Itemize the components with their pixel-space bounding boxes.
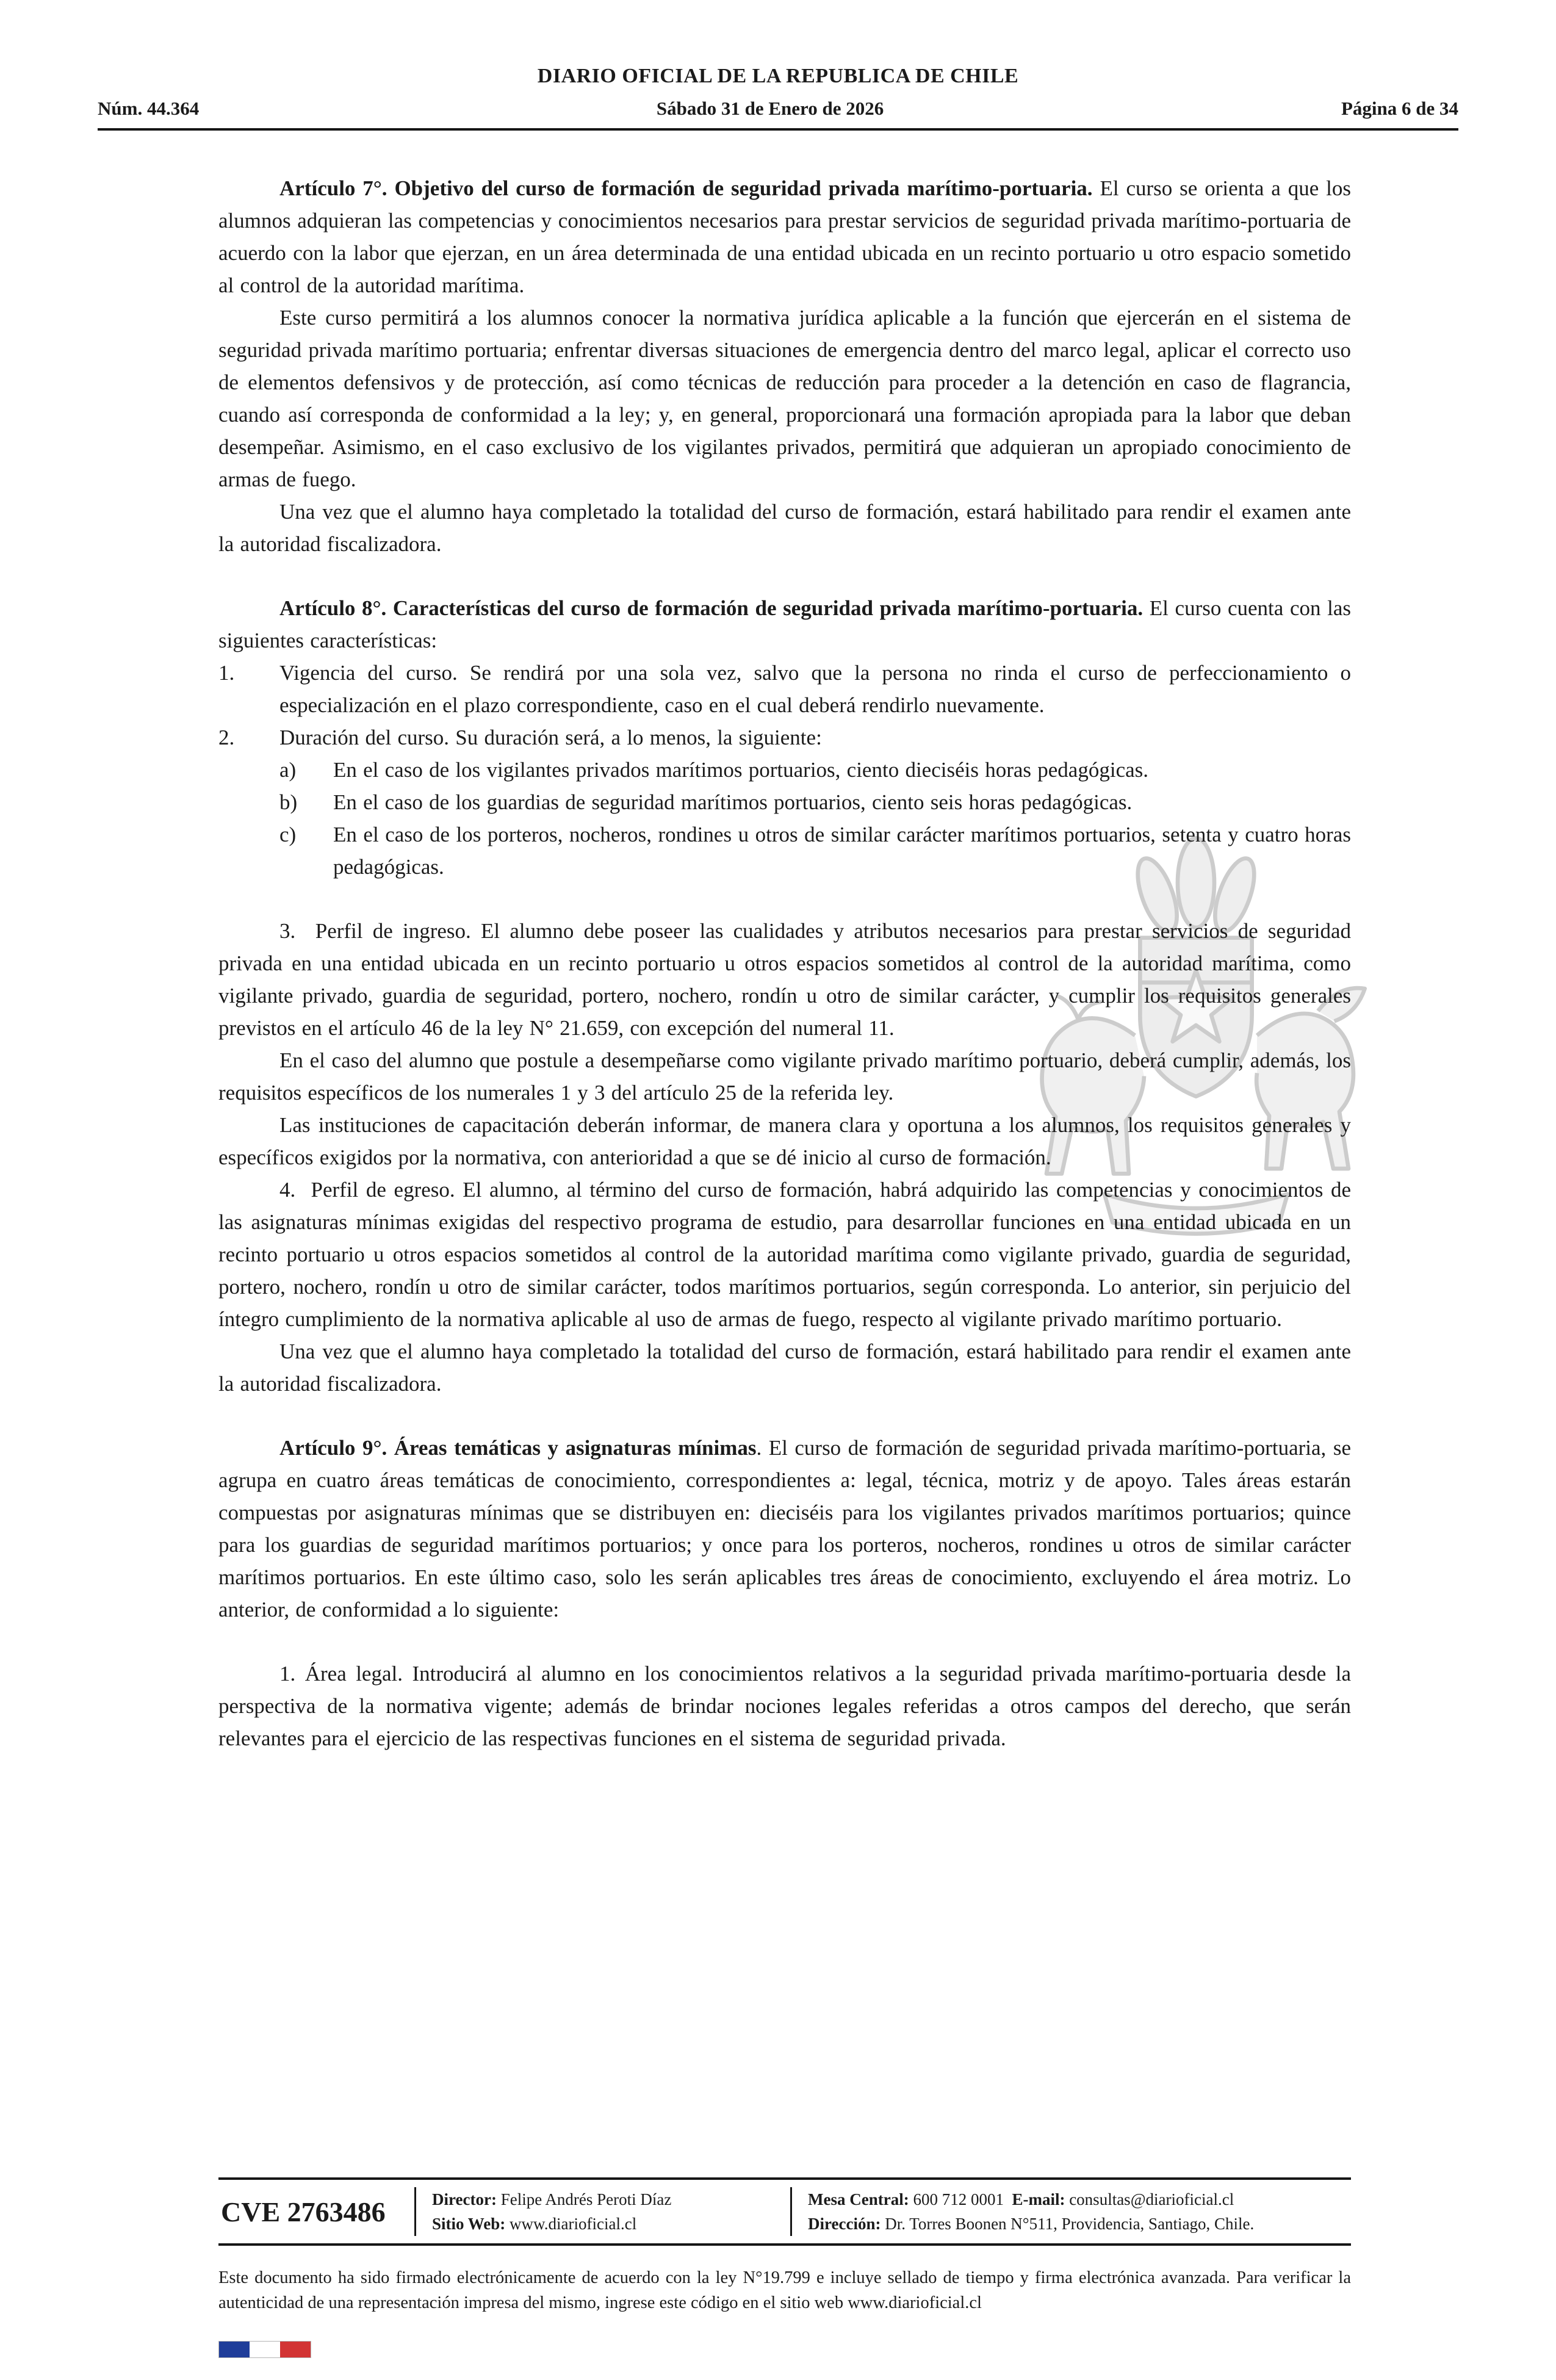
perfil-ingreso-paragraph: 3. Perfil de ingreso. El alumno debe poseer las cualidades y atributos necesarios para prestar servicios de seguridad privada en una entidad ubicada en un recinto portuario u otros espacios sometidos al control de la autoridad marítima, como vigilante privado, guardia de seguridad, portero, nochero, rondín u otro de similar carácter, y cumplir los requisitos generales previstos en el artículo 46 de la ley N° 21.659, con excepción del numeral 11. (218, 919, 1351, 1040)
caracteristicas-list (218, 657, 1351, 754)
list-item (218, 721, 1351, 754)
area-legal-paragraph: 1. Área legal. Introducirá al alumno en los conocimientos relativos a la seguridad privada marítimo-portuaria desde la perspectiva de la normativa vigente; además de brindar nociones legales referidas a otros campos del derecho, que serán relevantes para el ejercicio de las respectivas funciones en el sistema de seguridad privada. (218, 1662, 1351, 1750)
page-number: Página 6 de 34 (1341, 98, 1458, 119)
list-item (279, 754, 1351, 786)
articulo-9-intro: . El curso de formación de seguridad privada marítimo-portuaria, se agrupa en cuatro áreas temáticas de conocimiento, correspondientes a: legal, técnica, motriz y de apoyo. Tales áreas estarán compuestas por asignaturas mínimas que se distribuyen en: dieciséis para los vigilantes privados marítimos portuarios; quince para los guardias de seguridad marítimos portuarios; y once para los porteros, nocheros, rondines u otros de similar carácter marítimos portuarios. En este último caso, solo les serán aplicables tres áreas de conocimiento, excluyendo el área motriz. Lo anterior, de conformidad a lo siguiente: (218, 1436, 1351, 1621)
list-marker: 2. (218, 726, 235, 749)
flag-blue-segment (219, 2342, 250, 2357)
direccion-line (808, 2212, 1351, 2236)
articulo-9-paragraph (218, 1432, 1351, 1626)
articulo-7-paragraph-3: Una vez que el alumno haya completado la totalidad del curso de formación, estará habilitado para rendir el examen ante la autoridad fiscalizadora. (218, 500, 1351, 556)
articulo-8-title: Artículo 8°. Características del curso de formación de seguridad privada marítimo-portuaria. (279, 596, 1144, 620)
articulo-7-title: Artículo 7°. Objetivo del curso de formación de seguridad privada marítimo-portuaria. (279, 176, 1093, 200)
list-item (279, 818, 1351, 883)
list-text: En el caso de los vigilantes privados marítimos portuarios, ciento dieciséis horas pedagógicas. (333, 758, 1149, 782)
articulo-8-intro: El curso cuenta con las siguientes características: (218, 596, 1351, 652)
articulo-9-title: Artículo 9°. Áreas temáticas y asignaturas mínimas (279, 1436, 757, 1460)
chile-flag (218, 2341, 311, 2358)
director-line (432, 2187, 790, 2212)
email-label: E-mail: (1012, 2190, 1065, 2209)
flag-white-segment (250, 2342, 280, 2357)
list-item (218, 657, 1351, 721)
email-address: consultas@diarioficial.cl (1069, 2190, 1234, 2209)
sitio-label: Sitio Web: (432, 2215, 506, 2233)
list-text: Vigencia del curso. Se rendirá por una sola vez, salvo que la persona no rinda el curso de perfeccionamiento o especialización en el plazo correspondiente, caso en el cual deberá rendirlo nuevamente. (279, 661, 1351, 717)
instituciones-paragraph: Las instituciones de capacitación deberán informar, de manera clara y oportuna a los alumnos, los requisitos generales y específicos exigidos por la normativa, con anterioridad a que se dé inicio al curso de formación. (218, 1113, 1351, 1169)
page-header (98, 65, 1458, 131)
issue-number: Núm. 44.364 (98, 98, 200, 119)
direccion-value: Dr. Torres Boonen N°511, Providencia, Santiago, Chile. (885, 2215, 1255, 2233)
articulo-7-intro: El curso se orienta a que los alumnos adquieran las competencias y conocimientos necesarios para prestar servicios de seguridad privada marítimo-portuaria de acuerdo con la labor que ejerzan, en un área determinada de una entidad ubicada en un recinto portuario u otro espacio sometido al control de la autoridad marítima. (218, 176, 1351, 297)
flag-red-segment (280, 2342, 311, 2357)
cve-code: CVE 2763486 (221, 2196, 386, 2227)
header-rule (98, 128, 1458, 131)
legal-notice: Este documento ha sido firmado electrónicamente de acuerdo con la ley N°19.799 e incluye sellado de tiempo y firma electrónica avanzada. Para verificar la autenticidad de una representación impresa del mismo, ingrese este código en el sitio web www.diarioficial.cl (218, 2268, 1351, 2312)
articulo-8-paragraph (218, 592, 1351, 657)
gazette-title: DIARIO OFICIAL DE LA REPUBLICA DE CHILE (537, 65, 1019, 87)
header-meta-row (98, 98, 1458, 120)
mesa-line (808, 2187, 1351, 2212)
director-label: Director: (432, 2190, 497, 2209)
list-item (279, 786, 1351, 818)
duracion-sublist (279, 754, 1351, 883)
vigilante-requisitos-paragraph: En el caso del alumno que postule a desempeñarse como vigilante privado marítimo portuario, deberá cumplir, además, los requisitos específicos de los numerales 1 y 3 del artículo 25 de la referida ley. (218, 1048, 1351, 1105)
habilitacion-paragraph: Una vez que el alumno haya completado la totalidad del curso de formación, estará habilitado para rendir el examen ante la autoridad fiscalizadora. (218, 1340, 1351, 1396)
list-marker: 1. (218, 661, 235, 685)
list-text: Duración del curso. Su duración será, a lo menos, la siguiente: (279, 726, 822, 749)
direccion-label: Dirección: (808, 2215, 881, 2233)
perfil-egreso-paragraph: 4. Perfil de egreso. El alumno, al término del curso de formación, habrá adquirido las competencias y conocimientos de las asignaturas mínimas exigidas del respectivo programa de estudio, para desarrollar funciones en una entidad ubicada en un recinto portuario u otros espacios sometidos al control de la autoridad marítima como vigilante privado, guardia de seguridad, portero, nochero, rondín u otro de similar carácter, todos marítimos portuarios, según corresponda. Lo anterior, sin perjuicio del íntegro cumplimiento de la normativa aplicable al uso de armas de fuego, respecto al vigilante privado marítimo portuario. (218, 1178, 1351, 1331)
director-name: Felipe Andrés Peroti Díaz (500, 2190, 672, 2209)
list-text: En el caso de los guardias de seguridad marítimos portuarios, ciento seis horas pedagógicas. (333, 790, 1133, 814)
list-marker: b) (279, 790, 298, 814)
list-marker: a) (279, 758, 297, 782)
footer (218, 2177, 1351, 2246)
document-body (218, 172, 1351, 1754)
sitio-line (432, 2212, 790, 2236)
list-text: En el caso de los porteros, nocheros, rondines u otros de similar carácter marítimos portuarios, setenta y cuatro horas pedagógicas. (333, 823, 1351, 879)
articulo-7-paragraph (218, 172, 1351, 301)
list-marker: c) (279, 823, 297, 846)
footer-director-column (416, 2187, 790, 2236)
sitio-url: www.diarioficial.cl (510, 2215, 637, 2233)
issue-date: Sábado 31 de Enero de 2026 (656, 98, 884, 119)
articulo-7-paragraph-2: Este curso permitirá a los alumnos conocer la normativa jurídica aplicable a la función que ejercerán en el sistema de seguridad privada marítimo portuaria; enfrentar diversas situaciones de emergencia dentro del marco legal, aplicar el correcto uso de elementos defensivos y de protección, así como técnicas de reducción para proceder a la detención en caso de flagrancia, cuando así corresponda de conformidad a la ley; y, en general, proporcionará una formación apropiada para la labor que deban desempeñar. Asimismo, en el caso exclusivo de los vigilantes privados, permitirá que adquieran un apropiado conocimiento de armas de fuego. (218, 306, 1351, 491)
mesa-label: Mesa Central: (808, 2190, 909, 2209)
footer-contact-column (792, 2187, 1351, 2236)
mesa-phone: 600 712 0001 (913, 2190, 1004, 2209)
